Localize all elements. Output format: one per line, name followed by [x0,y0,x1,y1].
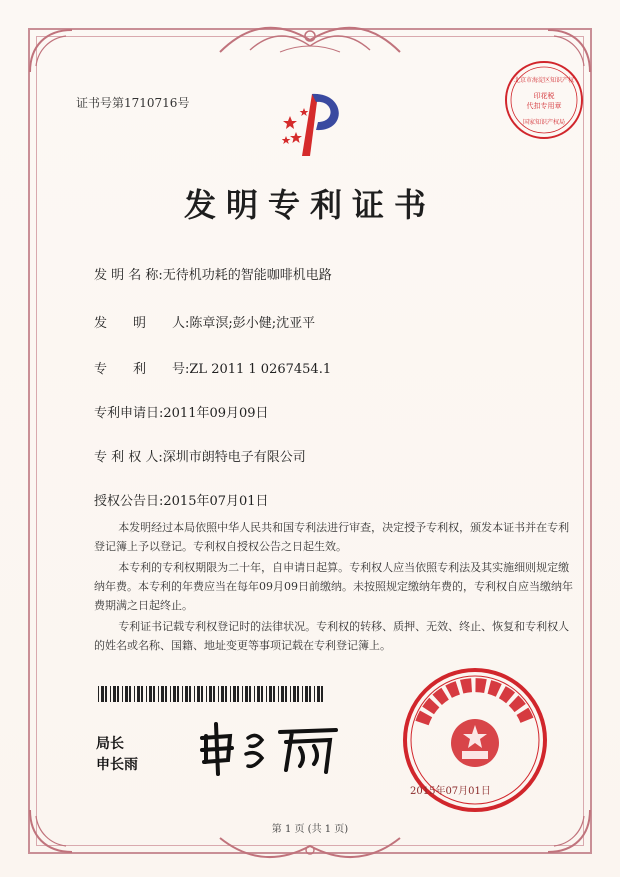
paragraph-grant-statement: 本发明经过本局依照中华人民共和国专利法进行审查，决定授予专利权，颁发本证书并在专利登记簿上予以登记。专利权自授权公告之日起生效。 [94,521,570,553]
field-value: ZL 2011 1 0267454.1 [189,362,332,377]
field-label: 授权公告日: [94,494,164,509]
corner-ornament-tl [26,26,76,76]
certificate-title: 发明专利证书 [183,186,436,224]
field-patentee [94,446,306,465]
director-title: 局长 [96,736,124,752]
small-seal-line-4: 国家知识产权局 [522,119,566,126]
paragraph-term-fees: 本专利的专利权期限为二十年，自申请日起算。专利权人应当依照专利法及其实施细则规定缴纳年费。本专利的年费应当在每年09月09日前缴纳。未按照规定缴纳年费的，专利权自应当缴纳年费期满之日起终止。 [94,561,573,612]
patent-office-logo-icon [282,86,346,162]
field-invention-name [94,264,332,283]
field-value: 陈章溟;彭小健;沈亚平 [189,316,316,331]
small-seal-line-3: 代扣专用章 [526,102,562,110]
field-value: 2015年07月01日 [163,494,269,509]
seal-date-stamp: 2015年07月01日 [410,786,491,797]
field-label: 发 明 人: [94,316,190,331]
barcode-icon [98,686,324,702]
director-signature-icon [196,718,346,778]
top-ornament [210,22,410,58]
small-seal-line-2: 印花税 [533,92,555,100]
field-label: 专 利 权 人: [94,450,163,465]
field-label: 专 利 号: [94,362,190,377]
certificate-number: 证书号第1710716号 [76,96,190,110]
field-value: 2011年09月09日 [163,406,269,421]
field-label: 专利申请日: [94,406,164,421]
small-seal-line-1: 北京市海淀区知识产权 [513,77,575,84]
page-number: 第 1 页 (共 1 页) [271,824,349,835]
tax-stamp-seal-icon [502,58,586,142]
field-value: 无待机功耗的智能咖啡机电路 [162,268,332,283]
field-application-date [94,402,269,421]
field-grant-date [94,490,269,509]
field-patent-number [94,358,331,377]
field-value: 深圳市朗特电子有限公司 [162,450,306,465]
paragraph-legal-status: 专利证书记载专利权登记时的法律状况。专利权的转移、质押、无效、终止、恢复和专利权人的姓名或名称、国籍、地址变更等事项记载在专利登记簿上。 [94,620,570,652]
field-label: 发 明 名 称: [94,268,163,283]
bottom-ornament [210,832,410,862]
field-inventors [94,312,315,331]
director-name: 申长雨 [96,757,138,773]
